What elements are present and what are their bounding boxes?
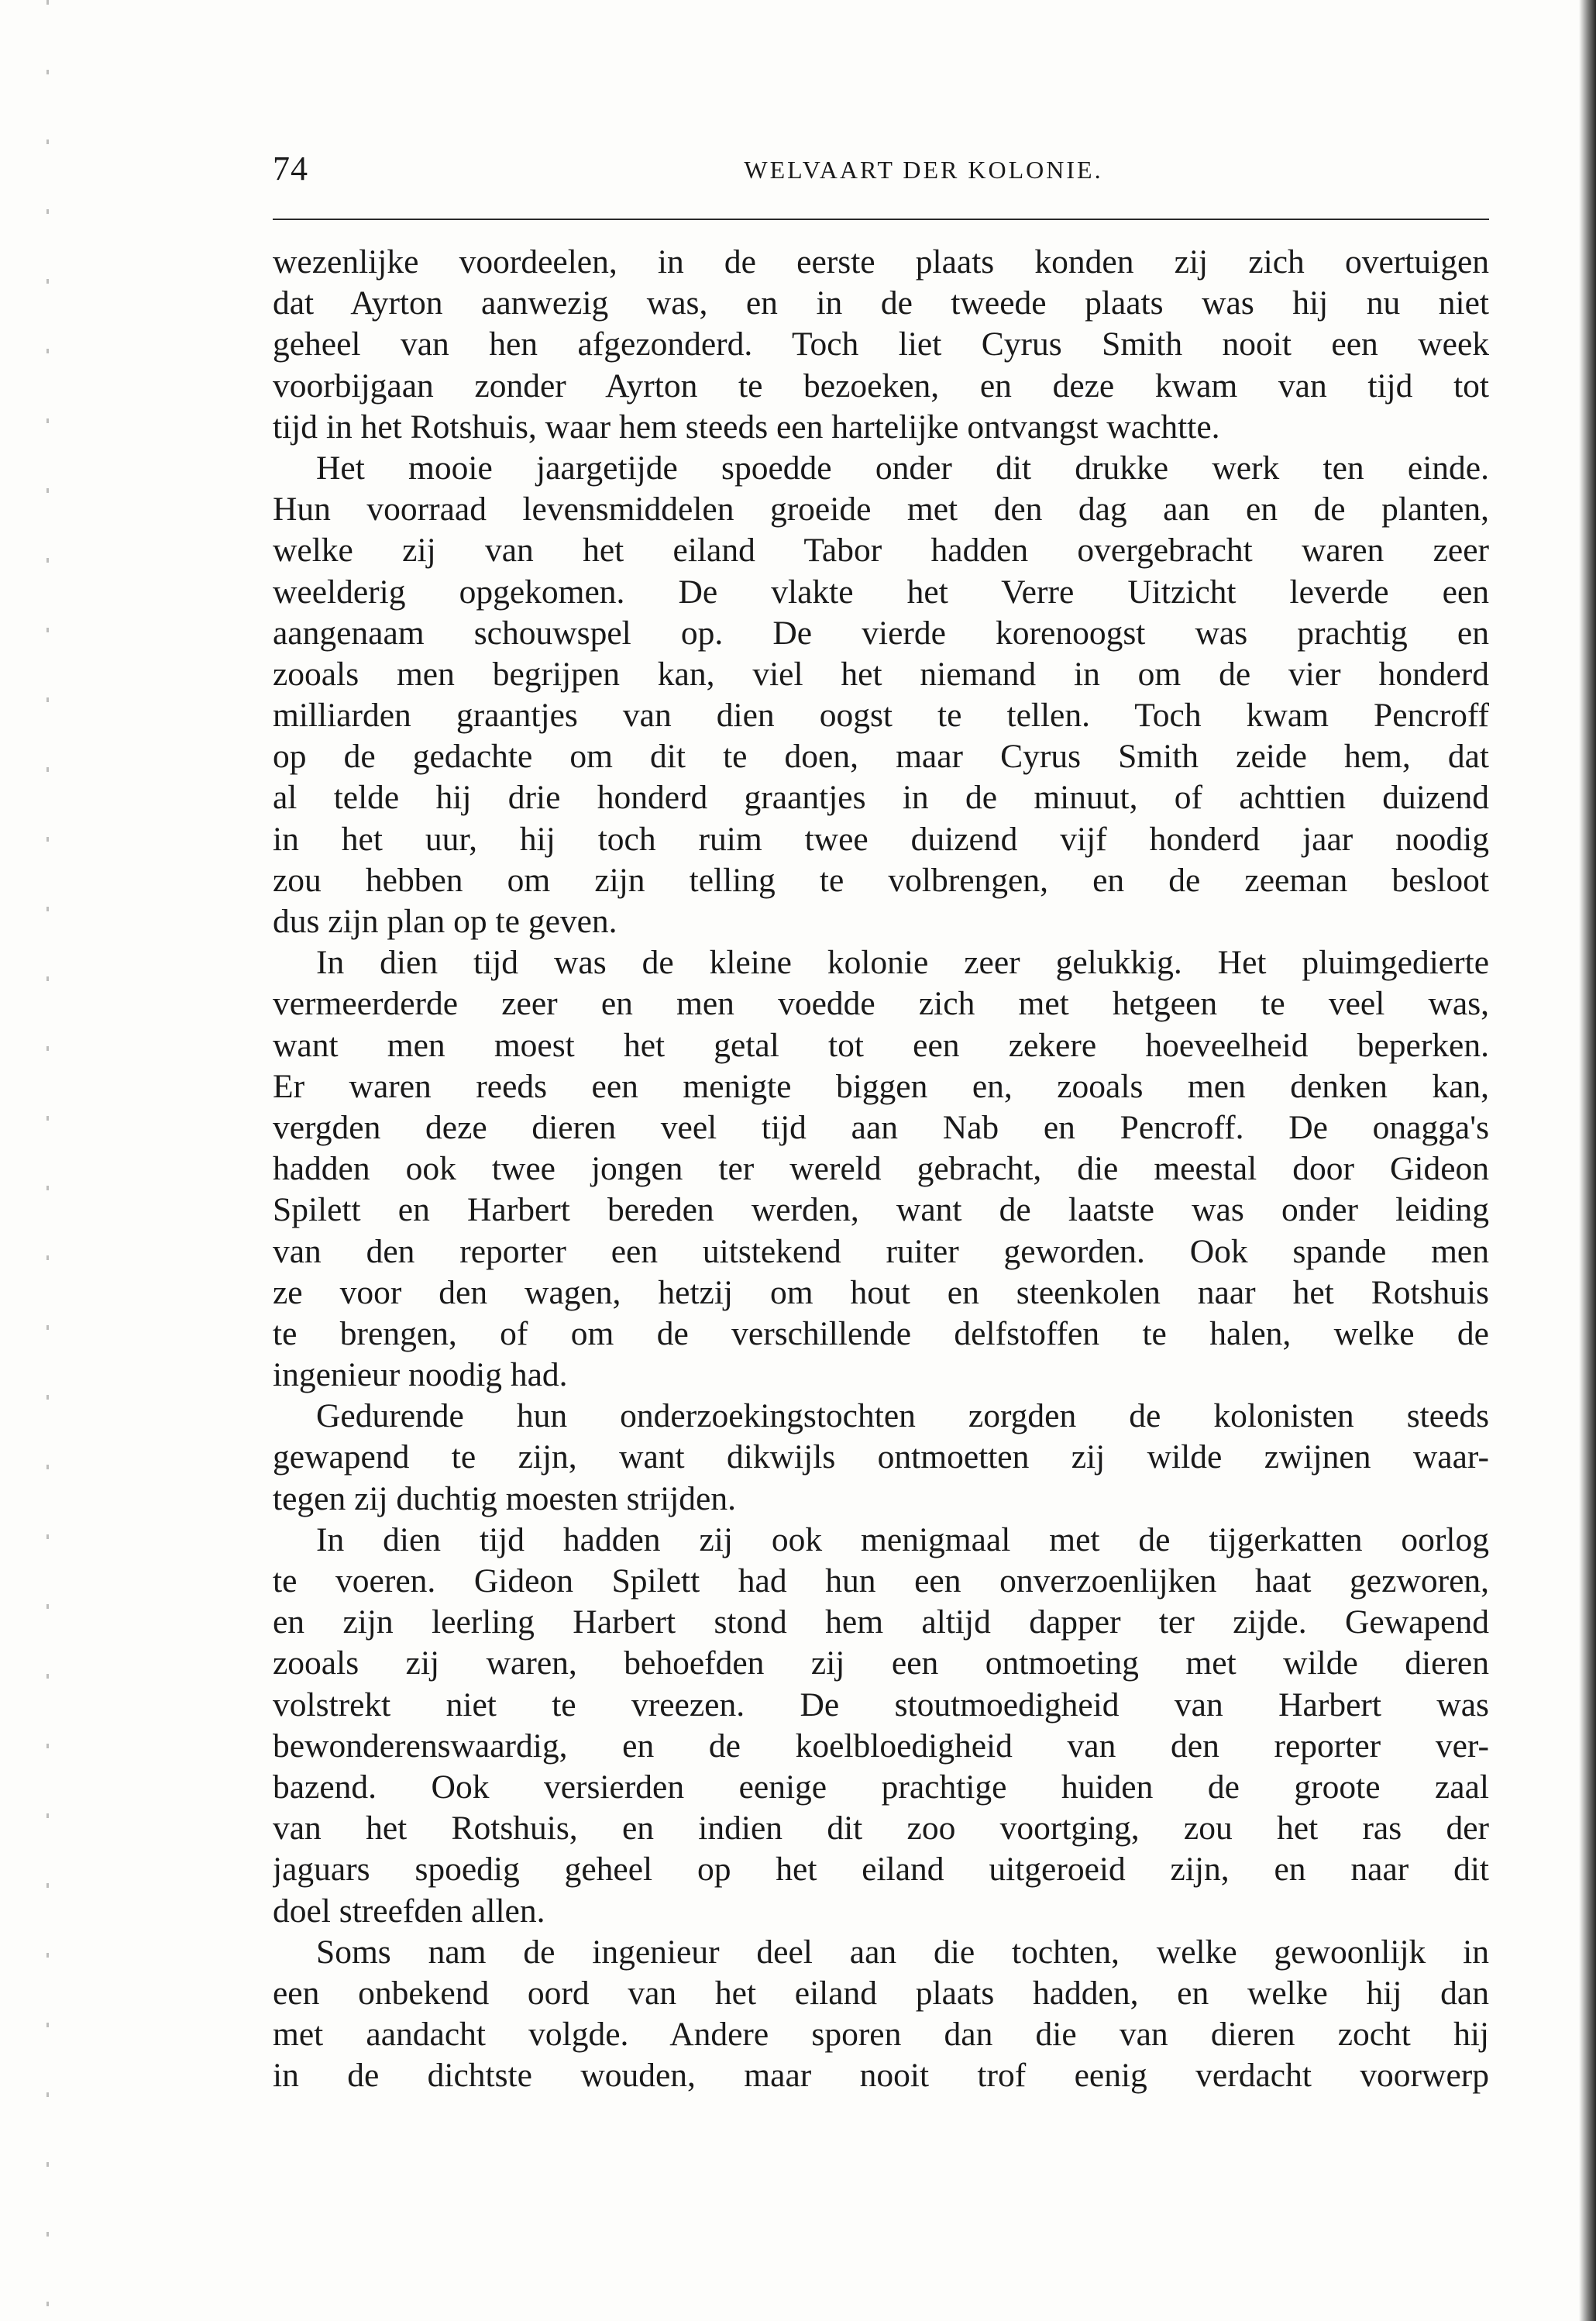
text-line: tegen zij duchtig moesten strijden. <box>273 1479 736 1517</box>
text-line: van het Rotshuis, en indien dit zoo voortging, zou het ras der <box>273 1810 1489 1848</box>
page-number: 74 <box>273 150 308 188</box>
text-line: op de gedachte om dit te doen, maar Cyrus Smith zeide hem, dat <box>273 738 1489 776</box>
text-line: Gedurende hun onderzoekingstochten zorgden de kolonisten steeds <box>316 1397 1489 1435</box>
text-line: doel streefden allen. <box>273 1892 545 1930</box>
text-line: In dien tijd hadden zij ook menigmaal met de tijgerkatten oorlog <box>316 1520 1489 1558</box>
body-text <box>273 242 1489 2096</box>
text-line: van den reporter een uitstekend ruiter geworden. Ook spande men <box>273 1232 1489 1270</box>
text-line: zou hebben om zijn telling te volbrengen, en de zeeman besloot <box>273 861 1489 899</box>
text-line: aangenaam schouwspel op. De vierde korenoogst was prachtig en <box>273 614 1489 652</box>
text-line: jaguars spoedig geheel op het eiland uitgeroeid zijn, en naar dit <box>273 1851 1489 1889</box>
text-line: ingenieur noodig had. <box>273 1356 568 1394</box>
text-line: Het mooie jaargetijde spoedde onder dit drukke werk ten einde. <box>316 449 1489 487</box>
page-header <box>273 146 1489 200</box>
text-line: vermeerderde zeer en men voedde zich met hetgeen te veel was, <box>273 985 1489 1023</box>
text-line: zooals men begrijpen kan, viel het niemand in om de vier honderd <box>273 655 1489 693</box>
text-line: geheel van hen afgezonderd. Toch liet Cyrus Smith nooit een week <box>273 325 1489 363</box>
text-line: al telde hij drie honderd graantjes in de minuut, of achttien duizend <box>273 779 1489 817</box>
text-line: dus zijn plan op te geven. <box>273 903 617 940</box>
header-rule <box>273 219 1489 220</box>
text-line: met aandacht volgde. Andere sporen dan die van dieren zocht hij <box>273 2016 1489 2054</box>
text-line: volstrekt niet te vreezen. De stoutmoedigheid van Harbert was <box>273 1686 1489 1724</box>
text-line: bewonderenswaardig, en de koelbloedigheid van den reporter ver- <box>273 1727 1489 1765</box>
text-line: milliarden graantjes van dien oogst te tellen. Toch kwam Pencroff <box>273 697 1489 735</box>
text-line: bazend. Ook versierden eenige prachtige huiden de groote zaal <box>273 1768 1489 1806</box>
running-title: WELVAART DER KOLONIE. <box>744 156 1103 184</box>
text-line: Er waren reeds een menigte biggen en, zooals men denken kan, <box>273 1067 1489 1105</box>
text-line: vergden deze dieren veel tijd aan Nab en Pencroff. De onagga's <box>273 1108 1489 1146</box>
text-line: Spilett en Harbert bereden werden, want de laatste was onder leiding <box>273 1191 1489 1229</box>
text-line: weelderig opgekomen. De vlakte het Verre Uitzicht leverde een <box>273 573 1489 611</box>
text-line: gewapend te zijn, want dikwijls ontmoetten zij wilde zwijnen waar- <box>273 1438 1489 1476</box>
text-line: te voeren. Gideon Spilett had hun een onverzoenlijken haat gezworen, <box>273 1562 1489 1600</box>
text-line: In dien tijd was de kleine kolonie zeer gelukkig. Het pluimgedierte <box>316 944 1489 982</box>
text-line: voorbijgaan zonder Ayrton te bezoeken, en deze kwam van tijd tot <box>273 367 1489 405</box>
text-line: een onbekend oord van het eiland plaats hadden, en welke hij dan <box>273 1974 1489 2012</box>
text-line: in de dichtste wouden, maar nooit trof eenig verdacht voorwerp <box>273 2057 1489 2095</box>
text-line: tijd in het Rotshuis, waar hem steeds een hartelijke ontvangst wachtte. <box>273 408 1220 446</box>
text-line: Soms nam de ingenieur deel aan die tochten, welke gewoonlijk in <box>316 1933 1489 1971</box>
text-line: welke zij van het eiland Tabor hadden overgebracht waren zeer <box>273 532 1489 570</box>
text-line: en zijn leerling Harbert stond hem altijd dapper ter zijde. Gewapend <box>273 1603 1489 1641</box>
text-line: Hun voorraad levensmiddelen groeide met den dag aan en de planten, <box>273 491 1489 529</box>
scan-edge-right <box>1579 0 1596 2321</box>
text-line: zooals zij waren, behoefden zij een ontmoeting met wilde dieren <box>273 1644 1489 1682</box>
text-line: ze voor den wagen, hetzij om hout en steenkolen naar het Rotshuis <box>273 1273 1489 1311</box>
text-line: dat Ayrton aanwezig was, en in de tweede plaats was hij nu niet <box>273 284 1489 322</box>
text-line: te brengen, of om de verschillende delfstoffen te halen, welke de <box>273 1314 1489 1352</box>
text-line: wezenlijke voordeelen, in de eerste plaats konden zij zich overtuigen <box>273 243 1489 281</box>
scan-edge-left <box>46 0 49 2321</box>
text-line: hadden ook twee jongen ter wereld gebracht, die meestal door Gideon <box>273 1150 1489 1188</box>
text-line: in het uur, hij toch ruim twee duizend vijf honderd jaar noodig <box>273 820 1489 858</box>
text-line: want men moest het getal tot een zekere hoeveelheid beperken. <box>273 1026 1489 1064</box>
